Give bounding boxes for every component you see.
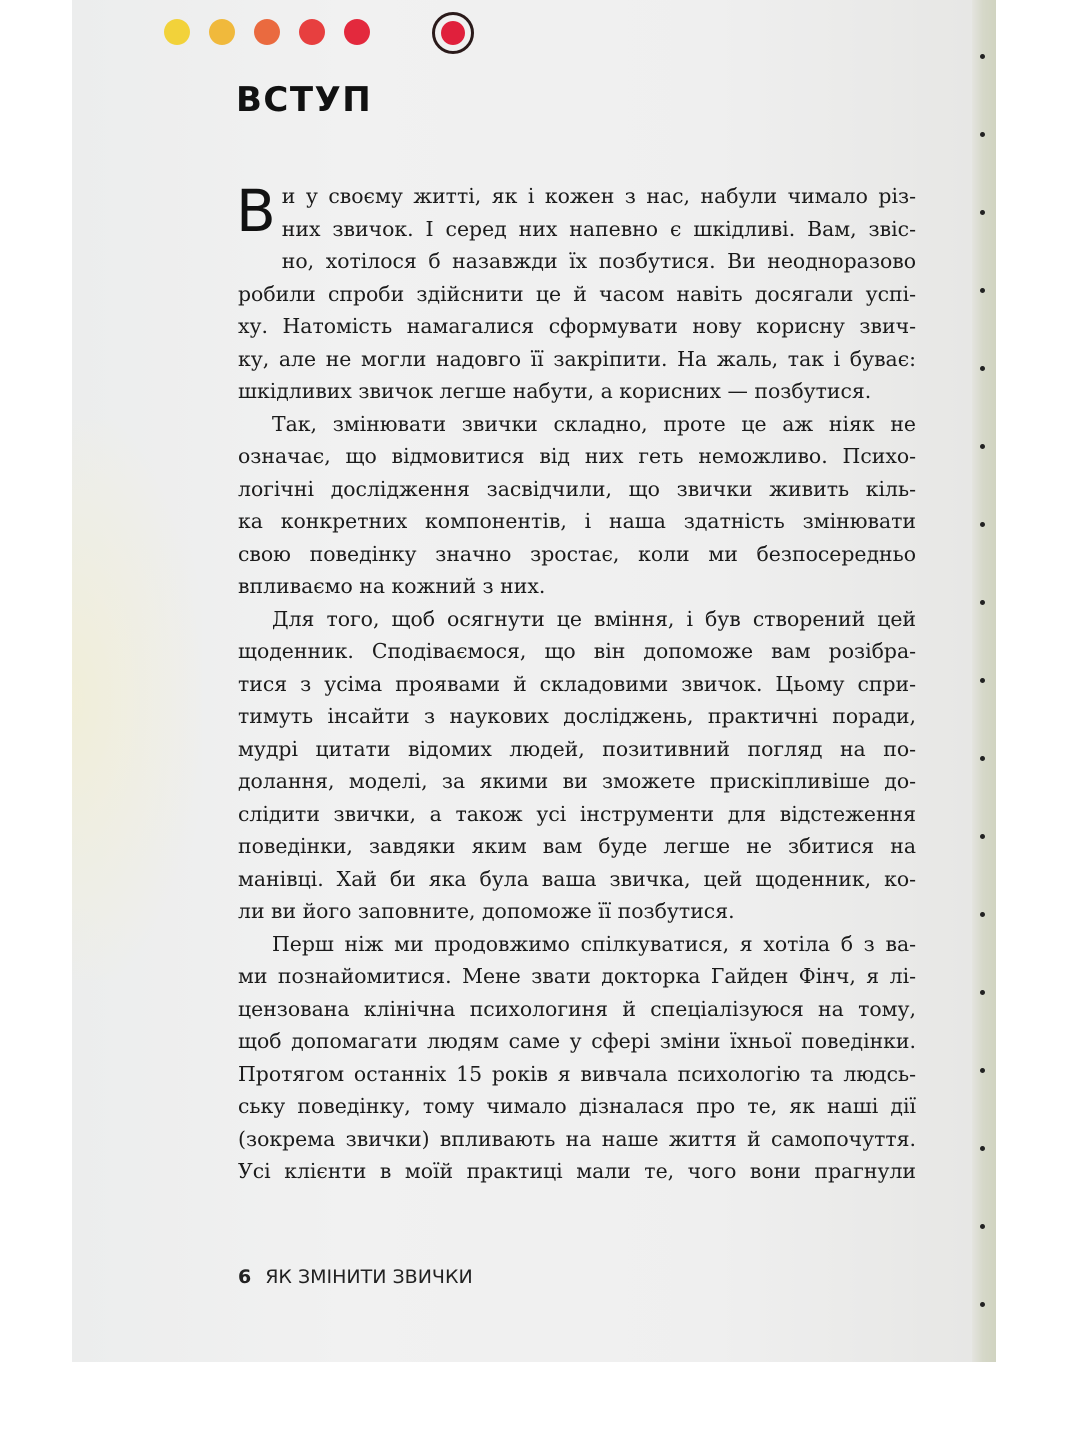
text-line: свою поведінку значно зростає, коли ми безпосередньо [238,541,916,566]
text-line: мудрі цитати відомих людей, позитивний погляд на по- [238,736,916,761]
edge-marker [980,600,985,605]
text-line: но, хотілося б назавжди їх позбутися. Ви неодноразово [281,249,916,273]
text-line: Так, змінювати звички складно, проте це аж ніяк не [272,411,916,436]
text-line: ську поведінку, тому чимало дізналася про те, як наші дії [238,1094,916,1118]
text-line: Усі клієнти в моїй практиці мали те, чого вони прагнули [238,1159,916,1183]
edge-marker [980,678,985,683]
text-line: (зокрема звички) впливають на наше життя й самопочуття. [238,1126,916,1151]
edge-marker [980,834,985,839]
text-line: поведінки, завдяки яким вам буде легше не збитися на [238,834,916,858]
text-line: цензована клінічна психологиня й спеціалізуюся на тому, [238,996,916,1021]
edge-marker [980,1302,985,1307]
text-line: тимуть інсайти з наукових досліджень, практичні поради, [238,704,916,728]
text-line: манівці. Хай би яка була ваша звичка, цей щоденник, ко- [238,866,916,891]
edge-marker [980,54,985,59]
edge-marker [980,366,985,371]
text-line: ху. Натомість намагалися сформувати нову корисну звич- [238,314,916,338]
edge-marker [980,444,985,449]
text-line: ка конкретних компонентів, і наша здатність змінювати [238,509,916,533]
text-line: и у своєму житті, як і кожен з нас, набули чимало різ- [281,184,916,208]
text-line: щоденник. Сподіваємося, що він допоможе вам розібра- [238,639,916,663]
progress-dot-current [432,12,474,54]
text-line: них звичок. І серед них напевно є шкідливі. Вам, звіс- [281,216,916,241]
text-line: означає, що відмовитися від них геть неможливо. Психо- [238,444,916,468]
edge-marker [980,756,985,761]
book-title: ЯК ЗМІНИТИ ЗВИЧКИ [265,1266,473,1288]
text-line: ли ви його заповните, допоможе її позбутися. [238,899,735,923]
light-glare [72,420,202,980]
text-line: шкідливих звичок легше набути, а корисних — позбутися. [238,379,872,403]
progress-dot [344,19,370,45]
text-line: робили спроби здійснити це й часом навіть досягали успі- [238,281,916,306]
progress-dot-current-fill [441,21,465,45]
text-line: ми познайомитися. Мене звати докторка Гайден Фінч, я лі- [238,964,916,988]
progress-dot [299,19,325,45]
edge-marker [980,522,985,527]
text-line: долання, моделі, за якими ви зможете прискіпливіше до- [238,769,916,793]
edge-marker [980,210,985,215]
page-footer [238,1266,473,1288]
progress-dot [209,19,235,45]
progress-dot [164,19,190,45]
drop-cap: В [236,177,276,245]
text-line: Для того, щоб осягнути це вміння, і був створений цей [272,606,916,631]
text-line: Перш ніж ми продовжимо спілкуватися, я хотіла б з ва- [272,931,916,956]
chapter-title: ВСТУП [236,80,373,120]
text-line: тися з усіма проявами й складовими звичок. Цьому спри- [238,671,916,696]
edge-marker [980,912,985,917]
edge-marker [980,132,985,137]
text-line: логічні дослідження засвідчили, що звички живить кіль- [238,476,916,501]
text-line: впливаємо на кожний з них. [238,574,546,598]
edge-marker [980,1146,985,1151]
edge-marker [980,288,985,293]
edge-marker [980,1068,985,1073]
edge-marker [980,1224,985,1229]
book-page [72,0,996,1362]
text-line: щоб допомагати людям саме у сфері зміни їхньої поведінки. [238,1029,916,1053]
page-number: 6 [238,1266,252,1288]
text-line: ку, але не могли надовго її закріпити. На жаль, так і буває: [238,346,916,371]
page-edge-tabs [972,0,996,1362]
text-line: Протягом останніх 15 років я вивчала психологію та людсь- [238,1061,916,1086]
body-text [236,177,916,1188]
edge-marker [980,990,985,995]
text-line: слідити звички, а також усі інструменти для відстеження [238,801,916,826]
progress-dot [254,19,280,45]
